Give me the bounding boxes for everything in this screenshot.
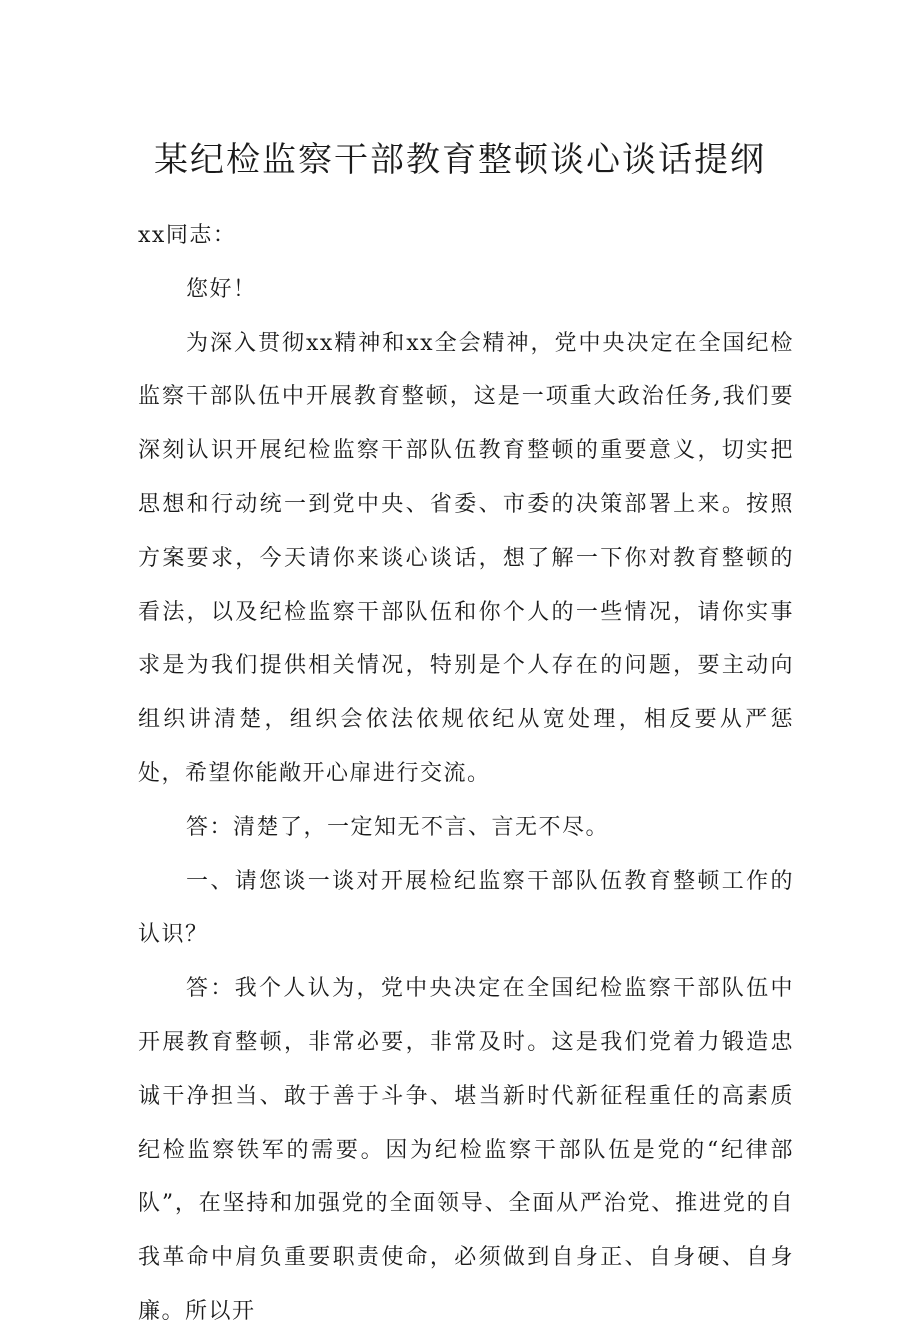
document-body: [138, 209, 794, 1339]
greeting: 您好！: [186, 276, 257, 302]
paragraph-answer-2: 答：我个人认为，党中央决定在全国纪检监察干部队伍中开展教育整顿，非常必要，非常及时。这是我们党着力锻造忠诚干净担当、敢于善于斗争、堪当新时代新征程重任的高素质纪检监察铁军的需要。因为纪检监察干部队伍是党的“纪律部队”，在坚持和加强党的全面领导、全面从严治党、推进党的自我革命中肩负重要职责使命，必须做到自身正、自身硬、自身廉。所以开: [138, 976, 794, 1324]
paragraph-question-1: 一、请您谈一谈对开展检纪监察干部队伍教育整顿工作的认识？: [138, 868, 794, 948]
paragraph-answer-1: 答：清楚了，一定知无不言、言无不尽。: [186, 814, 610, 840]
paragraph-intro: 为深入贯彻xx精神和xx全会精神，党中央决定在全国纪检监察干部队伍中开展教育整顿，这是一项重大政治任务,我们要深刻认识开展纪检监察干部队伍教育整顿的重要意义，切实把思想和行动统一到党中央、省委、市委的决策部署上来。按照方案要求，今天请你来谈心谈话，想了解一下你对教育整顿的看法，以及纪检监察干部队伍和你个人的一些情况，请你实事求是为我们提供相关情况，特别是个人存在的问题，要主动向组织讲清楚，组织会依法依规依纪从宽处理，相反要从严惩处，希望你能敞开心扉进行交流。: [138, 330, 794, 786]
document-title: 某纪检监察干部教育整顿谈心谈话提纲: [154, 140, 766, 180]
salutation: xx同志：: [138, 223, 237, 248]
